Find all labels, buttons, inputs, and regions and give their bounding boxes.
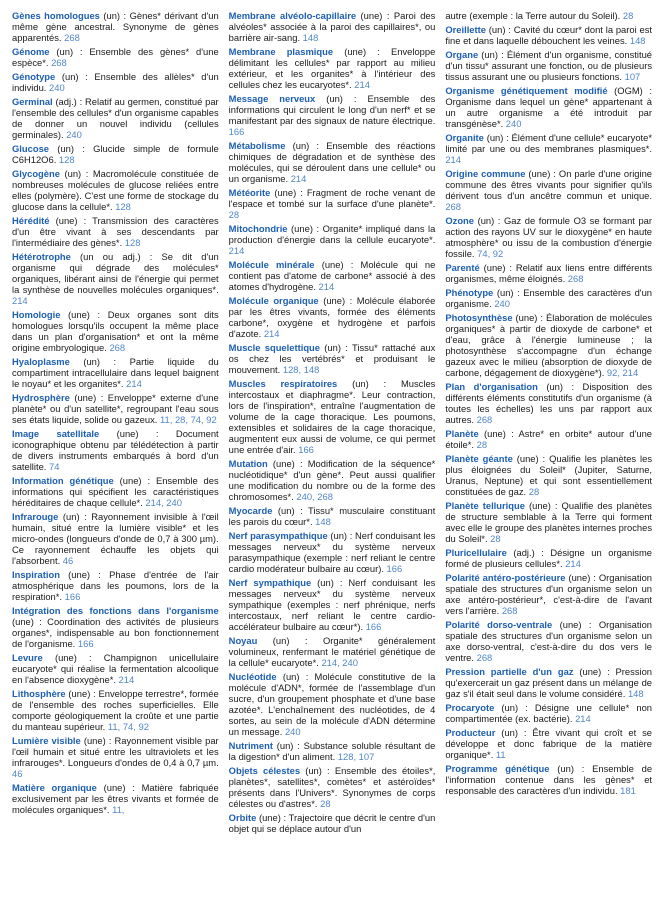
glossary-term: Ozone <box>445 215 474 226</box>
glossary-term: Levure <box>12 652 43 663</box>
glossary-page-refs: 128, 148 <box>280 364 320 375</box>
glossary-definition: (un ou adj.) : Se dit d'un organisme qui dégrade des molécules* organiques, libérant ainsi de l'énergie qui permet la synthèse de nouvelles molécules organiques*. <box>12 251 219 295</box>
glossary-term: Planète géante <box>445 453 513 464</box>
glossary-term: Nucléotide <box>228 671 277 682</box>
glossary-definition: (une) : Matière fabriquée exclusivement par les êtres vivants et formée de molécules organiques*. <box>12 782 219 815</box>
glossary-definition: (adj.) : Désigne un organisme formé de plusieurs cellules*. <box>445 547 653 569</box>
glossary-page-refs: 148 <box>312 516 331 527</box>
glossary-entry <box>12 392 219 425</box>
glossary-term: Nerf sympathique <box>228 577 312 588</box>
glossary-entry <box>12 143 219 165</box>
glossary-definition: (une) : Molécule qui ne contient pas d'atome de carbone* associé à des atomes d'hydrogène. <box>228 259 436 292</box>
glossary-term: Objets célestes <box>228 765 301 776</box>
glossary-page-refs: 28 <box>474 439 488 450</box>
glossary-definition: (une) : Paroi des alvéoles* associée à la paroi des capillaires*, ou barrière air-sang. <box>228 10 436 43</box>
glossary-page-refs: 11, 28, 74, 92 <box>157 414 217 425</box>
glossary-term: Génome <box>12 46 50 57</box>
glossary-entry <box>12 782 219 815</box>
glossary-page-refs: 128, 107 <box>335 751 375 762</box>
glossary-entry <box>229 812 436 834</box>
glossary-definition: (une) : Transmission des caractères d'un être vivant à ses descendants par l'intermédiaire des gènes*. <box>12 215 219 248</box>
glossary-definition: (un) : Ensemble des étoiles*, planètes*, satellites*, comètes* et astéroïdes* présents dans l'Univers*. Synonymes de corps célestes ou d'astres*. <box>228 765 436 809</box>
glossary-definition: (un) : Tissu* rattaché aux os chez les vertébrés* et produisant le mouvement. <box>228 342 436 375</box>
glossary-entry <box>12 428 219 472</box>
glossary-entry <box>445 547 652 569</box>
glossary-page-refs: 214, 240 <box>142 497 182 508</box>
glossary-definition: (une) : Trajectoire que décrit le centre d'un objet qui se déplace autour d'un <box>228 812 436 834</box>
glossary-page-refs: 268 <box>565 273 584 284</box>
glossary-term: Pression partielle d'un gaz <box>445 666 574 677</box>
glossary-entry <box>12 605 219 649</box>
glossary-term: Membrane plasmique <box>228 46 334 57</box>
glossary-definition: (une) : Fragment de roche venant de l'espace et tombé sur la surface d'une planète*. <box>228 187 436 209</box>
glossary-term: Intégration des fonctions dans l'organisme <box>12 605 219 616</box>
glossary-definition: (un) : Ensemble des réactions chimiques de dégradation et de synthèse des molécules, qui se déroulent dans une cellule* ou un organisme. <box>228 140 436 184</box>
glossary-entry <box>229 378 436 455</box>
glossary-definition: (une) : Phase d'entrée de l'air atmosphérique dans les poumons, lors de la respiration*. <box>12 569 219 602</box>
glossary-term: Molécule organique <box>228 295 319 306</box>
glossary-page-refs: 28 <box>526 486 540 497</box>
glossary-definition: (une) : Document iconographique obtenu par télédétection à partir de divers instruments embarqués à bord d'un satellite. <box>12 428 219 472</box>
glossary-entry <box>445 428 652 450</box>
glossary-column-2 <box>229 10 436 908</box>
glossary-definition: (adj.) : Relatif au germen, constitué par l'ensemble des cellules* d'un organisme capables de donner un nouvel individu (cellules germinales). <box>12 96 219 140</box>
glossary-definition: (un) : Partie liquide du compartiment intracellulaire dans lequel baignent le noyau* et les organites*. <box>12 356 219 389</box>
glossary-page-refs: 214 <box>445 154 461 165</box>
glossary-term: Infrarouge <box>12 511 59 522</box>
glossary-definition: (un) : Gaz de formule O3 se formant par action des rayons UV sur le dioxygène* en haute atmosphère* ou issu de la combustion d'énergie fossile. <box>445 215 653 259</box>
glossary-page-refs: 268 <box>499 605 518 616</box>
glossary-entry <box>445 132 652 165</box>
glossary-definition: (un) : Nerf conduisant les messages nerveux* du système nerveux sympathique (exemples : nerf phrénique, nerfs intercostaux, nerf reliant le centre cardio-accélérateur bulbaire au cœur*). <box>228 577 436 632</box>
glossary-entry <box>229 505 436 527</box>
glossary-page-refs: 240, 268 <box>293 491 333 502</box>
glossary-definition: (un) : Glucide simple de formule C6H12O6. <box>12 143 219 165</box>
glossary-entry <box>12 215 219 248</box>
glossary-term: Organite <box>445 132 484 143</box>
glossary-entry <box>445 10 652 21</box>
glossary-term: Météorite <box>228 187 271 198</box>
glossary-definition: (une) : Rayonnement visible par l'œil humain et situé entre les ultraviolets et les infrarouges*. Longueurs d'ondes de 0,4 à 0,7 µm. <box>12 735 219 768</box>
glossary-definition: (une) : Modification de la séquence* nucléotidique* d'un gène*. Peut aussi qualifier une modification du nombre ou de la forme des chromosomes*. <box>228 458 436 502</box>
glossary-entry <box>12 569 219 602</box>
glossary-entry <box>229 671 436 737</box>
glossary-term: Image satellitale <box>12 428 100 439</box>
glossary-page-refs: 240 <box>63 129 82 140</box>
glossary-term: Organisme génétiquement modifié <box>445 85 608 96</box>
glossary-term: Glycogène <box>12 168 60 179</box>
glossary-definition: (une) : Coordination des activités de plusieurs organes*, indispensable au bon fonctionnement de l'organisme. <box>12 616 219 649</box>
glossary-page-refs: 181 <box>617 785 636 796</box>
glossary-entry <box>229 140 436 184</box>
glossary-page-refs: 214 <box>288 173 307 184</box>
glossary-term: Hyaloplasme <box>12 356 70 367</box>
glossary-definition: (une) : Organite* impliqué dans la production d'énergie dans la cellule eucaryote*. <box>228 223 436 245</box>
glossary-definition: (une) : Molécule élaborée par les êtres vivants, formée des éléments carbone*, oxygène et hydrogène et parfois d'azote. <box>228 295 436 339</box>
glossary-definition: (un) : Organite* généralement volumineux, renfermant le matériel génétique de la cellule* eucaryote*. <box>228 635 436 668</box>
glossary-definition: (un) : Macromolécule constituée de nombreuses molécules de glucose reliées entre elles (polymère). C'est une forme de stockage du glucose dans la cellule*. <box>12 168 219 212</box>
glossary-definition: (OGM) : Organisme dans lequel un gène* appartenant à un autre organisme a été introduit par transgénèse*. <box>445 85 653 129</box>
glossary-term: Génotype <box>12 71 56 82</box>
glossary-page-refs: 28 <box>487 533 501 544</box>
glossary-definition: (un) : Gènes* dérivant d'un même gène ancestral. Synonyme de gènes apparentés. <box>12 10 219 43</box>
glossary-entry <box>12 168 219 212</box>
glossary-term: Germinal <box>12 96 53 107</box>
glossary-page-refs: 128 <box>56 154 75 165</box>
glossary-page-refs: 268 <box>48 57 67 68</box>
glossary-page-refs: 166 <box>62 591 81 602</box>
glossary-definition: (une) : Deux organes sont dits homologues lorsqu'ils occupent la même place dans un plan d'organisation* et ont la même origine embryologique. <box>12 309 219 353</box>
glossary-entry <box>229 740 436 762</box>
glossary-page-refs: 11, <box>109 804 125 815</box>
glossary-definition: autre (exemple : la Terre autour du Soleil). <box>445 10 621 21</box>
glossary-page-refs: 11 <box>493 749 506 760</box>
glossary-column-1 <box>12 10 219 908</box>
glossary-page-refs: 166 <box>75 638 94 649</box>
glossary-term: Noyau <box>228 635 258 646</box>
glossary-definition: (un) : Être vivant qui croît et se développe et donc fabrique de la matière organique*. <box>445 727 653 760</box>
glossary-term: Hydrosphère <box>12 392 70 403</box>
glossary-entry <box>445 453 652 497</box>
glossary-definition: (un) : Élément d'un organisme, constitué d'un tissu* assurant une fonction, ou de plusieurs tissus assurant une ou plusieurs fonctions. <box>445 49 653 82</box>
glossary-page-refs: 28 <box>317 798 331 809</box>
glossary-definition: (un) : Désigne une cellule* non compartimentée (ex. bactérie). <box>445 702 653 724</box>
glossary-page-refs: 166 <box>383 563 403 574</box>
glossary-entry <box>445 381 652 425</box>
glossary-term: Origine commune <box>445 168 526 179</box>
glossary-page-refs: 46 <box>60 555 74 566</box>
glossary-entry <box>12 96 219 140</box>
glossary-page-refs: 240 <box>46 82 65 93</box>
glossary-page-refs: 214 <box>115 674 135 685</box>
glossary-page-refs: 240 <box>503 118 522 129</box>
glossary-definition: (un) : Tissu* musculaire constituant les parois du cœur*. <box>228 505 436 527</box>
glossary-page-refs: 268 <box>474 414 493 425</box>
glossary-page-refs: 74 <box>46 461 60 472</box>
glossary-entry <box>445 619 652 663</box>
glossary-entry <box>229 93 436 137</box>
glossary-definition: (une) : Enveloppe* externe d'une planète* ou d'un satellite*, regroupant l'eau sous ses états liquide, solide ou gazeux. <box>12 392 219 425</box>
glossary-term: Inspiration <box>12 569 60 580</box>
glossary-page-refs: 128 <box>112 201 131 212</box>
glossary-entry <box>229 295 436 339</box>
glossary-term: Orbite <box>228 812 257 823</box>
glossary-definition: (un) : Élément d'une cellule* eucaryote* limité par une ou des membranes plasmiques*. <box>445 132 653 154</box>
glossary-term: Gènes homologues <box>12 10 100 21</box>
glossary-page-refs: 148 <box>625 688 644 699</box>
glossary-entry <box>12 71 219 93</box>
glossary-term: Matière organique <box>12 782 97 793</box>
glossary-term: Molécule minérale <box>228 259 315 270</box>
glossary-term: Procaryote <box>445 702 495 713</box>
glossary-entry <box>12 511 219 566</box>
glossary-term: Photosynthèse <box>445 312 513 323</box>
glossary-page-refs: 214, 240 <box>318 657 358 668</box>
glossary-page-refs: 214 <box>351 79 370 90</box>
glossary-entry <box>445 287 652 309</box>
glossary-definition: (une) : Qualifie les planètes les plus éloignées du Soleil* (Jupiter, Saturne, Uranus, Neptune) et qui sont essentiellement constituées de gaz. <box>445 453 653 497</box>
glossary-page-refs: 268 <box>61 32 80 43</box>
glossary-entry <box>12 309 219 353</box>
glossary-entry <box>12 652 219 685</box>
glossary-column-3 <box>445 10 652 908</box>
glossary-page-refs: 28 <box>620 10 634 21</box>
glossary-entry <box>12 475 219 508</box>
glossary-term: Lumière visible <box>12 735 81 746</box>
glossary-term: Muscles respiratoires <box>228 378 338 389</box>
glossary-entry <box>445 572 652 616</box>
glossary-definition: (une) : Pression qu'exercerait un gaz présent dans un mélange de gaz s'il était seul dans le volume considéré. <box>445 666 653 699</box>
glossary-definition: (une) : Organisation spatiale des structures d'un organisme selon un axe dorso-ventral, c'est-à-dire du dos vers le ventre. <box>445 619 653 663</box>
glossary-page-refs: 268 <box>474 652 493 663</box>
glossary-term: Myocarde <box>228 505 273 516</box>
glossary-entry <box>229 577 436 632</box>
glossary-entry <box>445 85 652 129</box>
glossary-page-refs: 240 <box>491 298 510 309</box>
glossary-entry <box>229 187 436 220</box>
glossary-entry <box>445 727 652 760</box>
glossary-term: Parenté <box>445 262 480 273</box>
glossary-page-refs: 92, 214 <box>604 367 639 378</box>
glossary-entry <box>12 356 219 389</box>
glossary-page-refs: 214 <box>572 713 591 724</box>
glossary-term: Métabolisme <box>228 140 286 151</box>
glossary-definition: (une) : Relatif aux liens entre différents organismes, même éloignés. <box>445 262 653 284</box>
glossary-page-refs: 240 <box>282 726 301 737</box>
glossary-page-refs: 268 <box>106 342 126 353</box>
glossary-entry <box>229 765 436 809</box>
glossary-entry <box>229 223 436 256</box>
glossary-entry <box>445 666 652 699</box>
glossary-definition: (un) : Muscles intercostaux et diaphragme*. Leur contraction, lors de l'inspiration*, entraîne l'augmentation de volume de la cage thoracique. Les poumons, extensibles et solidaires de la cage thoracique, augmentent eux aussi de volume, ce qui permet une entrée d'air. <box>228 378 436 455</box>
glossary-entry <box>12 251 219 306</box>
glossary-page-refs: 46 <box>12 768 23 779</box>
glossary-page-refs: 166 <box>363 621 382 632</box>
glossary-definition: (une) : Organisation spatiale des structures d'un organisme selon un axe antéro-postérieur*, c'est-à-dire de l'avant vers l'arrière. <box>445 572 653 616</box>
glossary-term: Glucose <box>12 143 49 154</box>
glossary-page-refs: 214 <box>228 245 245 256</box>
glossary-definition: (une) : Enveloppe terrestre*, formée de l'ensemble des roches superficielles. Elle comporte géologiquement la croûte et une partie du manteau supérieur. <box>12 688 219 732</box>
glossary-page-refs: 214 <box>261 328 280 339</box>
glossary-term: Polarité antéro-postérieure <box>445 572 566 583</box>
glossary-term: Planète <box>445 428 479 439</box>
glossary-definition: (une) : Champignon unicellulaire eucaryote* qui réalise la fermentation alcoolique en l'absence dioxygène*. <box>12 652 219 685</box>
glossary-entry <box>12 10 219 43</box>
glossary-entry <box>445 702 652 724</box>
glossary-term: Producteur <box>445 727 496 738</box>
glossary-term: Information génétique <box>12 475 114 486</box>
glossary-definition: (un) : Ensemble des caractères d'un organisme. <box>445 287 653 309</box>
glossary-term: Polarité dorso-ventrale <box>445 619 553 630</box>
glossary-entry <box>229 342 436 375</box>
glossary-term: Hétérotrophe <box>12 251 71 262</box>
glossary-definition: (un) : Ensemble des allèles* d'un individu. <box>12 71 219 93</box>
glossary-entry <box>445 500 652 544</box>
glossary-definition: (une) : Ensemble des informations qui spécifient les caractéristiques héréditaires de chaque cellule*. <box>12 475 219 508</box>
glossary-page-refs: 268 <box>445 201 461 212</box>
glossary-entry <box>12 688 219 732</box>
glossary-term: Nutriment <box>228 740 273 751</box>
glossary-page-refs: 128 <box>122 237 141 248</box>
glossary-page-refs: 166 <box>228 126 245 137</box>
glossary-definition: (une) : Élaboration de molécules organiques* à partir de dioxyde de carbone* et d'eau, grâce à l'énergie lumineuse ; la photosynthèse s'accompagne d'un échange gazeux avec le milieu (absorption de dioxyde de carbone, dégagement de dioxygène*). <box>445 312 653 378</box>
glossary-entry <box>445 312 652 378</box>
glossary-page-refs: 166 <box>295 444 314 455</box>
glossary-term: Hérédité <box>12 215 50 226</box>
glossary-page-refs: 148 <box>300 32 319 43</box>
glossary-term: Membrane alvéolo-capillaire <box>228 10 357 21</box>
glossary-entry <box>445 168 652 212</box>
glossary-definition: (un) : Ensemble des gènes* d'une espèce*. <box>12 46 219 68</box>
glossary-page-refs: 107 <box>622 71 641 82</box>
glossary-definition: (un) : Rayonnement invisible à l'œil humain, situé entre la lumière visible* et les micro-ondes (longueurs d'onde de 0,7 à 300 µm). Ce rayonnement échauffe les objets qui l'absorbent. <box>12 511 219 566</box>
glossary-definition: (un) : Cavité du cœur* dont la paroi est fine et dans laquelle débouchent les veines. <box>445 24 653 46</box>
glossary-term: Organe <box>445 49 479 60</box>
glossary-entry <box>229 46 436 90</box>
glossary-entry <box>445 24 652 46</box>
glossary-entry <box>229 10 436 43</box>
glossary-term: Message nerveux <box>228 93 316 104</box>
glossary-term: Mutation <box>228 458 268 469</box>
glossary-term: Oreillette <box>445 24 486 35</box>
glossary-entry <box>229 458 436 502</box>
glossary-page-refs: 214 <box>12 295 28 306</box>
glossary-term: Nerf parasympathique <box>228 530 328 541</box>
glossary-term: Programme génétique <box>445 763 550 774</box>
glossary-term: Homologie <box>12 309 61 320</box>
glossary-definition: (un) : Disposition des différents éléments constitutifs d'un organisme (à toutes les échelles) les uns par rapport aux autres. <box>445 381 653 425</box>
glossary-term: Lithosphère <box>12 688 66 699</box>
glossary-entry <box>229 635 436 668</box>
glossary-term: Muscle squelettique <box>228 342 320 353</box>
glossary-page-refs: 214 <box>562 558 581 569</box>
glossary-term: Planète tellurique <box>445 500 525 511</box>
glossary-term: Mitochondrie <box>228 223 288 234</box>
glossary-entry <box>445 763 652 796</box>
glossary-entry <box>12 735 219 779</box>
glossary-definition: (un) : Ensemble de l'information contenue dans les gènes* et responsable des caractères d'un individu. <box>445 763 653 796</box>
glossary-page-refs: 148 <box>627 35 646 46</box>
glossary-definition: (un) : Substance soluble résultant de la digestion* d'un aliment. <box>228 740 436 762</box>
glossary-term: Phénotype <box>445 287 494 298</box>
glossary-page-refs: 214 <box>315 281 335 292</box>
glossary-page-refs: 11, 74, 92 <box>105 721 149 732</box>
glossary-definition: (un) : Ensemble des informations qui circulent le long d'un nerf* et se manifestant par des signaux de nature électrique. <box>228 93 436 126</box>
glossary-page-refs: 28 <box>228 209 240 220</box>
glossary-definition: (une) : On parle d'une origine commune des êtres vivants pour signifier qu'ils dérivent tous d'un ancêtre commun et unique. <box>445 168 653 201</box>
glossary-entry <box>229 259 436 292</box>
glossary-entry <box>445 49 652 82</box>
glossary-definition: (un) : Molécule constitutive de la molécule d'ADN*, formée de l'assemblage d'un sucre, d'un groupement phosphate et d'une base azotée*. L'enchaînement des nucléotides, de 4 sortes, au sein de la molécule d'ADN détermine un message. <box>228 671 436 737</box>
glossary-definition: (un) : Nerf conduisant les messages nerveux* du système nerveux parasympathique (exemple : nerf reliant le centre cardio modérateur bulbaire au cœur). <box>228 530 436 574</box>
glossary-definition: (une) : Qualifie des planètes de structure semblable à la Terre qui forment avec elle le groupe des planètes internes proches du Soleil*. <box>445 500 653 544</box>
glossary-entry <box>12 46 219 68</box>
glossary-term: Plan d'organisation <box>445 381 538 392</box>
glossary-page-refs: 74, 92 <box>474 248 504 259</box>
glossary-definition: (une) : Enveloppe délimitant les cellules* par rapport au milieu extérieur, et les organites* à l'intérieur des cellules chez les eucaryotes*. <box>228 46 436 90</box>
glossary-entry <box>445 262 652 284</box>
glossary-entry <box>229 530 436 574</box>
glossary-entry <box>445 215 652 259</box>
glossary-definition: (une) : Astre* en orbite* autour d'une étoile*. <box>445 428 653 450</box>
glossary-term: Pluricellulaire <box>445 547 507 558</box>
glossary-page-refs: 214 <box>123 378 142 389</box>
